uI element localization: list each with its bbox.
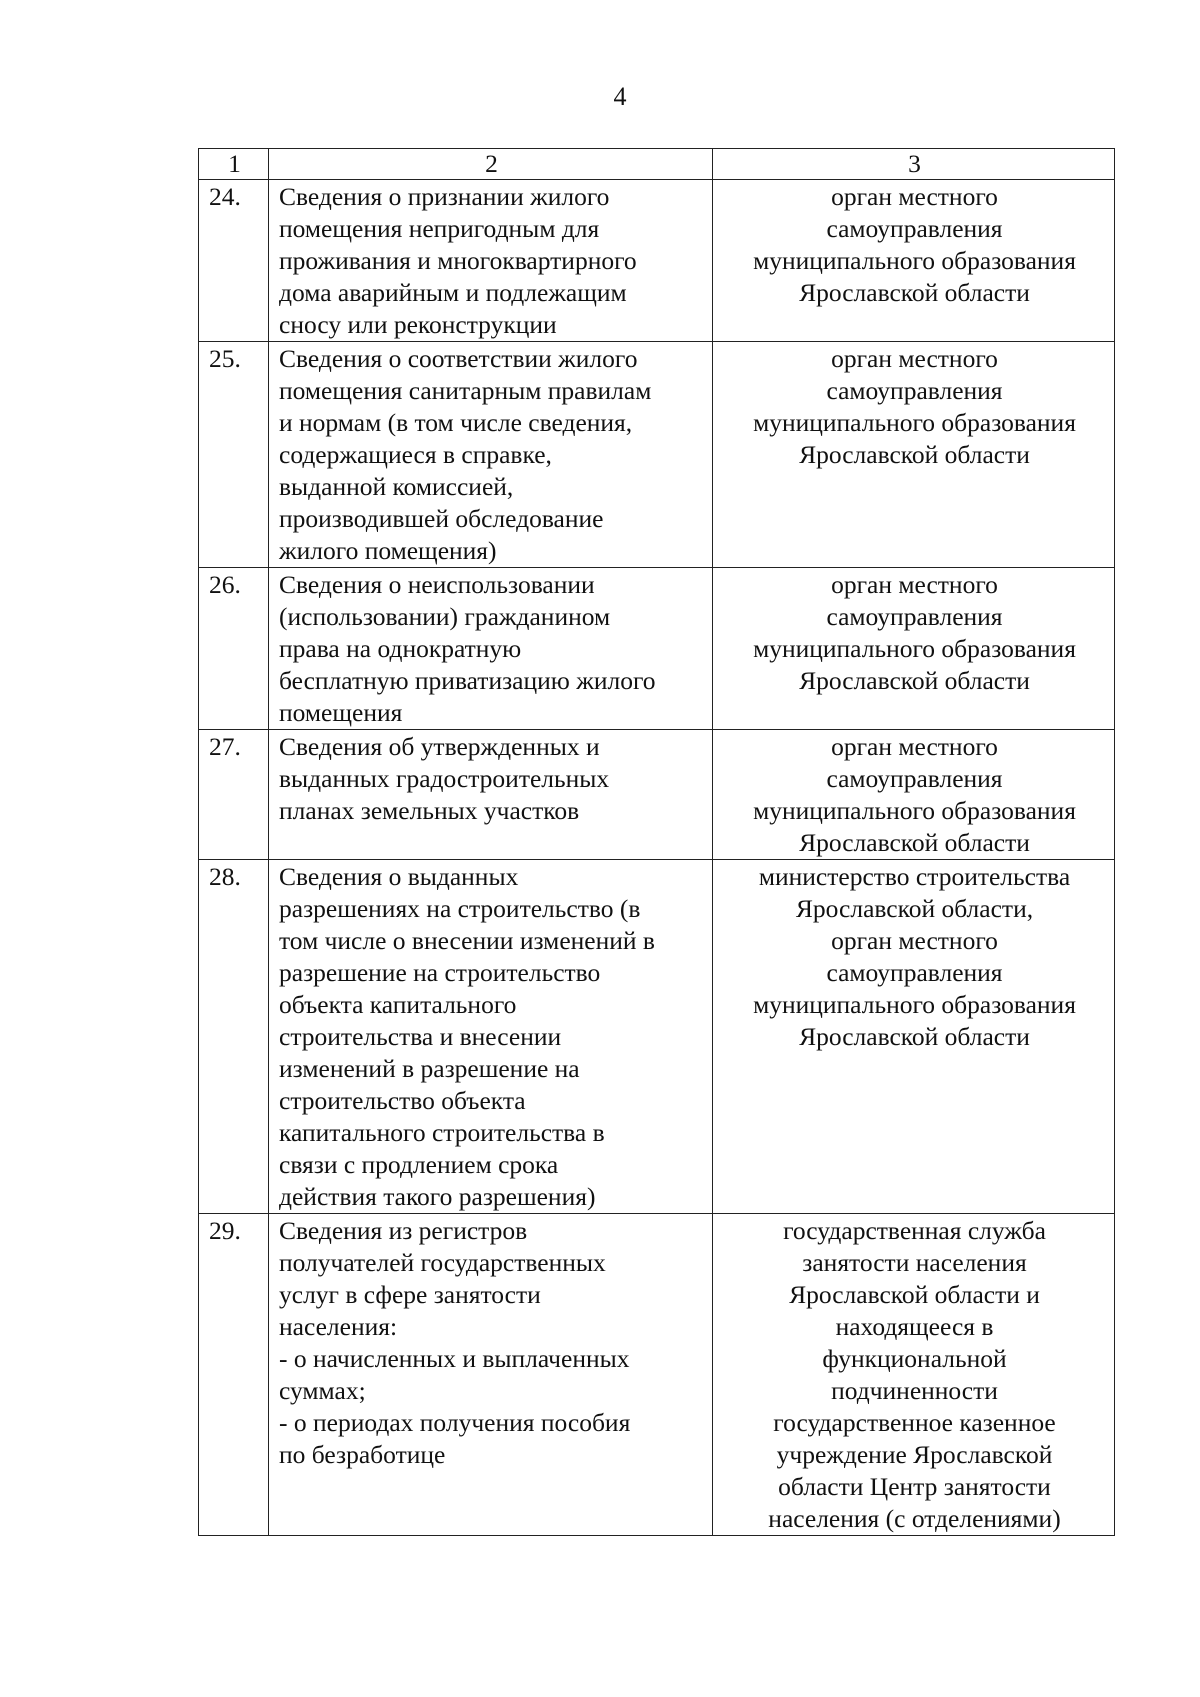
org-line: государственное казенное [773,1408,1056,1437]
org-line: функциональной [822,1344,1007,1373]
org-line: Ярославской области [799,1022,1030,1051]
org-line: Ярославской области, [795,894,1034,923]
header-cell-2: 2 [269,149,713,180]
info-line: Сведения о выданных [279,862,519,891]
info-line: - о периодах получения пособия [279,1408,631,1437]
info-line: Сведения о неиспользовании [279,570,595,599]
org-line: министерство строительства [758,862,1071,891]
table-row [199,180,1115,342]
org-line: самоуправления [826,958,1003,987]
info-description [269,730,713,860]
info-line: изменений в разрешение на [279,1054,580,1083]
info-description [269,180,713,342]
table-row [199,568,1115,730]
info-line: связи с продлением срока [279,1150,559,1179]
info-line: получателей государственных [279,1248,606,1277]
org-line: орган местного [831,926,998,955]
row-number: 25. [199,342,269,568]
info-line: жилого помещения) [279,536,497,565]
info-line: (использовании) гражданином [279,602,611,631]
org-line: орган местного [831,182,998,211]
header-cell-1: 1 [199,149,269,180]
info-line: разрешениях на строительство (в [279,894,641,923]
table-body [199,149,1115,1536]
org-line: муниципального образования [753,990,1076,1019]
org-line: области Центр занятости [778,1472,1051,1501]
info-line: бесплатную приватизацию жилого [279,666,656,695]
info-line: услуг в сфере занятости [279,1280,541,1309]
row-number: 27. [199,730,269,860]
responsible-organization [713,180,1115,342]
org-line: Ярославской области [799,666,1030,695]
page-number: 4 [613,82,627,111]
org-line: самоуправления [826,214,1003,243]
row-number: 28. [199,860,269,1214]
row-number: 24. [199,180,269,342]
table-header-row [199,149,1115,180]
info-line: дома аварийным и подлежащим [279,278,627,307]
info-line: по безработице [279,1440,446,1469]
info-line: объекта капитального [279,990,517,1019]
row-number: 29. [199,1214,269,1536]
info-line: капитального строительства в [279,1118,605,1147]
org-line: Ярославской области [799,828,1030,857]
org-line: занятости населения [802,1248,1027,1277]
org-line: учреждение Ярославской [776,1440,1053,1469]
row-number: 26. [199,568,269,730]
org-line: муниципального образования [753,408,1076,437]
info-line: действия такого разрешения) [279,1182,596,1211]
info-line: помещения непригодным для [279,214,600,243]
table-row [199,860,1115,1214]
table-row [199,1214,1115,1536]
org-line: населения (с отделениями) [768,1504,1061,1533]
data-table [198,148,1115,1536]
info-line: планах земельных участков [279,796,580,825]
responsible-organization [713,1214,1115,1536]
info-line: строительство объекта [279,1086,526,1115]
info-line: права на однократную [279,634,522,663]
org-line: самоуправления [826,764,1003,793]
org-line: муниципального образования [753,796,1076,825]
org-line: подчиненности [831,1376,998,1405]
header-cell-3: 3 [713,149,1115,180]
org-line: муниципального образования [753,634,1076,663]
org-line: Ярославской области [799,440,1030,469]
info-line: - о начисленных и выплаченных [279,1344,630,1373]
org-line: самоуправления [826,602,1003,631]
info-line: производившей обследование [279,504,604,533]
org-line: Ярославской области и [789,1280,1040,1309]
info-line: сносу или реконструкции [279,310,557,339]
info-description [269,342,713,568]
info-line: строительства и внесении [279,1022,562,1051]
responsible-organization [713,860,1115,1214]
info-line: помещения [279,698,403,727]
responsible-organization [713,730,1115,860]
info-line: Сведения о признании жилого [279,182,610,211]
table-row [199,730,1115,860]
info-line: и нормам (в том числе сведения, [279,408,633,437]
info-line: Сведения из регистров [279,1216,528,1245]
info-line: проживания и многоквартирного [279,246,637,275]
info-line: выданной комиссией, [279,472,514,501]
info-line: суммах; [279,1376,366,1405]
info-line: населения: [279,1312,398,1341]
info-line: Сведения о соответствии жилого [279,344,638,373]
org-line: государственная служба [783,1216,1046,1245]
org-line: орган местного [831,344,998,373]
info-line: том числе о внесении изменений в [279,926,655,955]
table-row [199,342,1115,568]
info-line: разрешение на строительство [279,958,601,987]
org-line: самоуправления [826,376,1003,405]
info-description [269,860,713,1214]
org-line: орган местного [831,570,998,599]
info-description [269,1214,713,1536]
info-line: Сведения об утвержденных и [279,732,600,761]
info-line: помещения санитарным правилам [279,376,652,405]
info-line: выданных градостроительных [279,764,610,793]
info-line: содержащиеся в справке, [279,440,552,469]
org-line: Ярославской области [799,278,1030,307]
responsible-organization [713,568,1115,730]
org-line: муниципального образования [753,246,1076,275]
org-line: орган местного [831,732,998,761]
info-description [269,568,713,730]
org-line: находящееся в [835,1312,994,1341]
responsible-organization [713,342,1115,568]
